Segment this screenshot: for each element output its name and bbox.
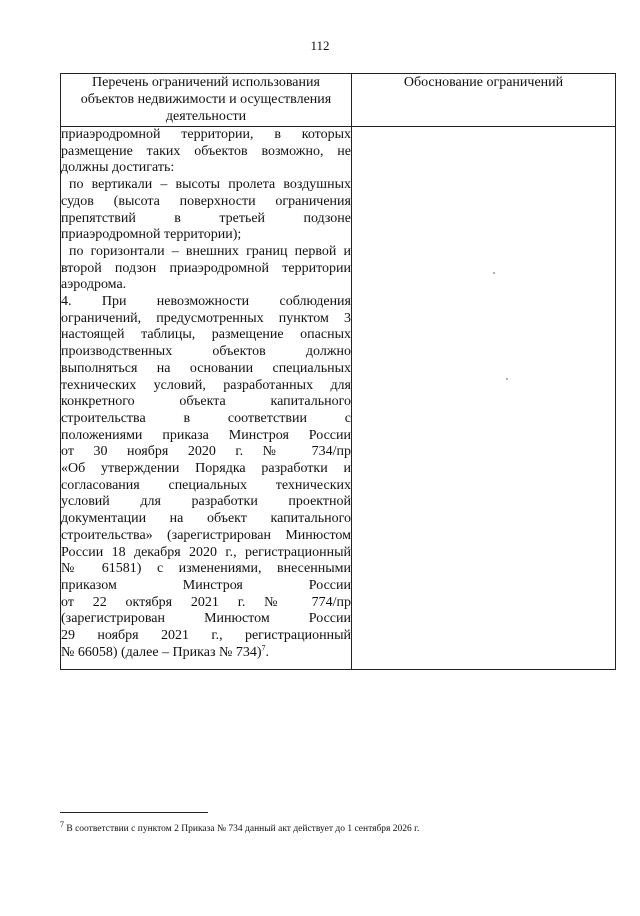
text-line — [61, 545, 351, 562]
table-row — [61, 127, 616, 670]
text-line — [61, 478, 351, 495]
text-line — [61, 444, 351, 461]
text-line-content: конкретного объекта капитального — [61, 394, 351, 410]
header-line: объектов недвижимости и осуществления — [80, 92, 332, 107]
text-line — [61, 194, 351, 211]
restrictions-table — [60, 73, 616, 670]
text-line-content: по вертикали – высоты пролета воздушных — [69, 177, 351, 193]
text-line — [61, 361, 351, 378]
text-line — [61, 344, 351, 361]
text-line — [61, 528, 351, 545]
table-header-row — [61, 74, 616, 127]
text-line — [61, 494, 351, 511]
text-line-content: приаэродромной территории); — [61, 227, 242, 243]
restrictions-text-cell — [61, 127, 352, 670]
text-line-content: условий для разработки проектной — [61, 494, 351, 510]
scan-speck — [493, 272, 495, 274]
text-line-content: положениями приказа Минстроя России — [61, 427, 351, 443]
text-line — [61, 127, 351, 144]
text-line — [61, 261, 351, 278]
text-line — [61, 327, 351, 344]
text-line — [61, 578, 351, 595]
text-line-content: препятствий в третьей подзоне — [61, 210, 351, 226]
text-line-content: 29 ноября 2021 г., регистрационный — [61, 628, 351, 644]
text-line-content: строительства» (зарегистрирован Минюстом — [61, 527, 351, 543]
text-line — [61, 394, 351, 411]
text-line — [61, 511, 351, 528]
text-line-content: России 18 декабря 2020 г., регистрационный — [61, 544, 351, 560]
text-line-content: судов (высота поверхности ограничения — [61, 193, 351, 209]
text-line-content: аэродрома. — [61, 277, 127, 293]
text-line — [61, 595, 351, 612]
text-line — [61, 461, 351, 478]
text-line — [61, 211, 351, 228]
text-line-content: приаэродромной территории, в которых — [61, 127, 351, 142]
text-line-content: настоящей таблицы, размещение опасных — [61, 327, 351, 343]
text-line-content: (зарегистрирован Минюстом России — [61, 611, 351, 627]
header-justification: Обоснование ограничений — [352, 74, 616, 127]
text-line-content: производственных объектов должно — [61, 344, 351, 360]
header-line: Перечень ограничений использования — [92, 75, 320, 90]
footnote-mark: 7 — [60, 819, 64, 829]
scan-speck — [506, 378, 508, 380]
text-line-content: размещение таких объектов возможно, не — [61, 143, 351, 159]
text-line-content: документации на объект капитального — [61, 511, 351, 527]
text-line-content: выполняться на основании специальных — [61, 360, 351, 376]
text-line-content: № 61581) с изменениями, внесенными — [61, 561, 351, 577]
text-line-content: № 66058) (далее – Приказ № 734) — [61, 644, 262, 660]
text-line-content: от 30 ноября 2020 г. № 734/пр — [61, 444, 351, 460]
text-line — [61, 160, 351, 177]
text-line — [61, 611, 351, 628]
text-line-tail: . — [265, 644, 270, 660]
text-line — [61, 144, 351, 161]
text-line-content: «Об утверждении Порядка разработки и — [61, 461, 351, 477]
text-line — [61, 227, 351, 244]
page-number: 112 — [310, 38, 330, 53]
text-line-content: от 22 октября 2021 г. № 774/пр — [61, 594, 351, 610]
text-line — [61, 244, 351, 261]
text-line — [61, 561, 351, 578]
text-line — [61, 428, 351, 445]
footnote-reference: 7 — [261, 644, 266, 653]
text-line — [61, 277, 351, 294]
text-line-content: должны достигать: — [61, 160, 175, 176]
text-line-content: технических условий, разработанных для — [61, 377, 351, 393]
text-line-content: 4. При невозможности соблюдения — [61, 294, 351, 310]
justification-cell — [352, 127, 616, 670]
text-line-content: строительства в соответствии с — [61, 410, 351, 426]
footnote — [60, 819, 420, 834]
text-line — [61, 645, 351, 662]
header-line: деятельности — [165, 109, 247, 124]
text-line — [61, 411, 351, 428]
text-line-content: приказом Минстроя России — [61, 577, 351, 593]
text-line-content: согласования специальных технических — [61, 477, 351, 493]
text-line — [61, 378, 351, 395]
text-line — [61, 628, 351, 645]
text-line-content: второй подзон приаэродромной территории — [61, 260, 351, 276]
text-line — [61, 311, 351, 328]
text-line — [61, 177, 351, 194]
footnote-text: В соответствии с пунктом 2 Приказа № 734 данный акт действует до 1 сентября 2026 г. — [64, 824, 420, 834]
text-line-content: по горизонтали – внешних границ первой и — [69, 243, 351, 259]
header-restrictions-list — [61, 74, 352, 127]
text-line — [61, 294, 351, 311]
footnote-separator — [60, 812, 208, 813]
text-line-content: ограничений, предусмотренных пунктом 3 — [61, 310, 351, 326]
